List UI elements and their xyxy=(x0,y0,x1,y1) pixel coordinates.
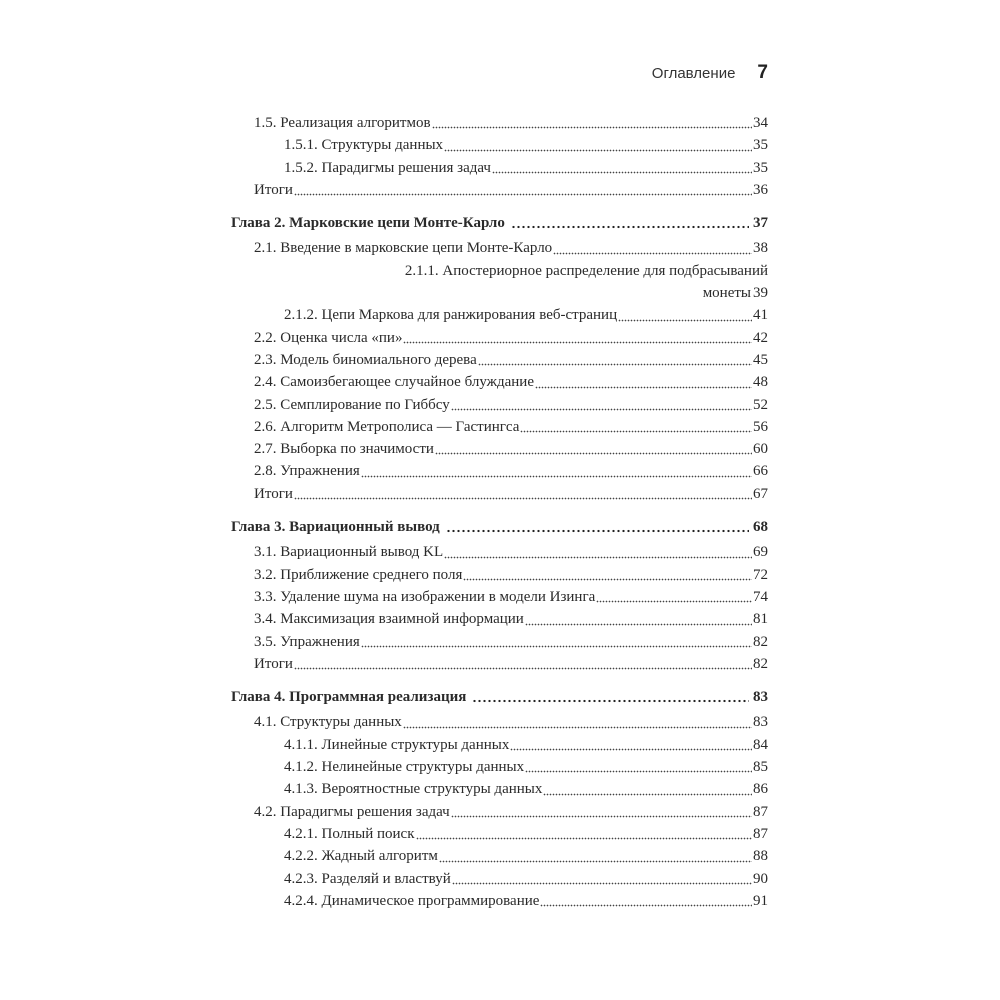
toc-page-number: 85 xyxy=(753,759,768,776)
toc-page-number: 42 xyxy=(753,329,768,346)
toc-entry[interactable] xyxy=(231,157,768,179)
toc-entry[interactable] xyxy=(231,438,768,460)
toc-page-number: 34 xyxy=(753,115,768,131)
toc-chapter[interactable] xyxy=(231,686,768,708)
toc-entry-title: 3.2. Приближение среднего поля xyxy=(254,566,463,583)
dot-leader xyxy=(446,529,749,533)
toc-entry-title: 3.4. Максимизация взаимной информации xyxy=(254,611,524,628)
toc-entry-title: 2.1. Введение в марковские цепи Монте-Карло xyxy=(254,240,553,257)
dot-leader xyxy=(511,225,749,229)
dot-leader xyxy=(525,622,752,626)
toc-entry[interactable] xyxy=(231,586,768,608)
toc-entry-title: 3.1. Вариационный вывод KL xyxy=(254,544,444,561)
toc-entry[interactable] xyxy=(231,112,768,134)
toc-entry-title: 1.5.1. Структуры данных xyxy=(284,137,444,154)
toc-page-number: 86 xyxy=(753,781,768,798)
toc-entry[interactable] xyxy=(231,134,768,156)
running-header-title: Оглавление xyxy=(651,65,736,82)
toc-page-number: 83 xyxy=(753,714,768,731)
toc-entry[interactable] xyxy=(231,416,768,438)
toc-entry[interactable] xyxy=(231,349,768,371)
toc-entry[interactable] xyxy=(231,711,768,733)
dot-leader xyxy=(463,577,752,581)
toc-entry-title: 2.1.1. Апостериорное распределение для подбрасываний xyxy=(404,262,768,279)
dot-leader xyxy=(403,340,752,344)
toc-entry-title: 2.4. Самоизбегающее случайное блуждание xyxy=(254,374,534,391)
toc-entry-title: 2.7. Выборка по значимости xyxy=(254,441,434,458)
dot-leader xyxy=(451,407,752,411)
toc-entry[interactable] xyxy=(231,756,768,778)
dot-leader xyxy=(361,474,752,478)
dot-leader xyxy=(435,451,752,455)
dot-leader xyxy=(294,192,752,196)
toc-entry[interactable] xyxy=(231,801,768,823)
toc-page-number: 35 xyxy=(753,137,768,154)
toc-page-number: 38 xyxy=(753,240,768,257)
toc-page-number: 83 xyxy=(753,689,768,706)
toc-entry-title: Глава 4. Программная реализация xyxy=(231,689,467,706)
toc-entry[interactable] xyxy=(231,608,768,630)
toc-entry[interactable] xyxy=(231,460,768,482)
toc-entry-title: 1.5.2. Парадигмы решения задач xyxy=(284,159,491,176)
toc-page-number: 41 xyxy=(753,307,768,324)
dot-leader xyxy=(444,148,752,152)
toc-entry[interactable] xyxy=(231,327,768,349)
toc-entry-title: 2.5. Семплирование по Гиббсу xyxy=(254,396,450,413)
toc-chapter[interactable] xyxy=(231,212,768,234)
dot-leader xyxy=(416,836,752,840)
toc-page-number: 87 xyxy=(753,803,768,820)
toc-entry-title: 4.2.3. Разделяй и властвуй xyxy=(284,870,451,887)
toc-entry[interactable] xyxy=(231,260,768,305)
dot-leader xyxy=(444,555,752,559)
toc-entry-title: 4.2.2. Жадный алгоритм xyxy=(284,848,438,865)
toc-page-number: 74 xyxy=(753,588,768,605)
toc-entry-title: 2.2. Оценка числа «пи» xyxy=(254,329,403,346)
dot-leader xyxy=(452,881,752,885)
toc-entry[interactable] xyxy=(231,890,768,912)
dot-leader xyxy=(510,747,752,751)
toc-page-number: 56 xyxy=(753,418,768,435)
dot-leader xyxy=(596,599,752,603)
toc-entry-title: Итоги xyxy=(254,181,293,198)
toc-entry-title: 1.5. Реализация алгоритмов xyxy=(254,115,431,131)
toc-page-number: 68 xyxy=(753,519,768,536)
toc-entry-title-continued: монеты xyxy=(702,285,751,302)
dot-leader xyxy=(439,859,752,863)
toc-entry-title: Итоги xyxy=(254,485,293,502)
toc-entry-title: 4.1.1. Линейные структуры данных xyxy=(284,736,510,753)
toc-entry[interactable] xyxy=(231,823,768,845)
toc-page-number: 88 xyxy=(753,848,768,865)
dot-leader xyxy=(525,769,752,773)
dot-leader xyxy=(543,792,752,796)
toc-page-number: 82 xyxy=(753,655,768,672)
toc-page-number: 90 xyxy=(753,870,768,887)
toc-entry-title: 4.1.2. Нелинейные структуры данных xyxy=(284,759,525,776)
toc-entry-title: 3.3. Удаление шума на изображении в модели Изинга xyxy=(254,588,596,605)
toc-entry[interactable] xyxy=(231,778,768,800)
running-header xyxy=(652,62,768,84)
dot-leader xyxy=(618,318,752,322)
toc-entry[interactable] xyxy=(231,564,768,586)
toc-entry[interactable] xyxy=(231,237,768,259)
toc-page-number: 48 xyxy=(753,374,768,391)
toc-page-number: 66 xyxy=(753,463,768,480)
toc-page-number: 72 xyxy=(753,566,768,583)
dot-leader xyxy=(492,170,752,174)
toc-entry-title: 2.6. Алгоритм Метрополиса — Гастингса xyxy=(254,418,520,435)
toc-entry[interactable] xyxy=(231,653,768,675)
toc-page-number: 82 xyxy=(753,633,768,650)
toc-entry[interactable] xyxy=(231,179,768,201)
toc-entry-title: 2.1.2. Цепи Маркова для ранжирования веб-страниц xyxy=(284,307,618,324)
dot-leader xyxy=(361,644,752,648)
toc-entry[interactable] xyxy=(231,541,768,563)
toc-page-number: 35 xyxy=(753,159,768,176)
toc-page-number: 81 xyxy=(753,611,768,628)
toc-entry-title: Итоги xyxy=(254,655,293,672)
toc-page-number: 84 xyxy=(753,736,768,753)
toc-entry[interactable] xyxy=(231,845,768,867)
toc-page-number: 60 xyxy=(753,441,768,458)
table-of-contents xyxy=(231,112,768,912)
toc-page-number: 37 xyxy=(753,215,768,232)
dot-leader xyxy=(472,699,749,703)
page-number: 7 xyxy=(757,62,768,83)
toc-entry-title: 4.1. Структуры данных xyxy=(254,714,402,731)
dot-leader xyxy=(451,814,752,818)
toc-entry-title: 4.2.1. Полный поиск xyxy=(284,825,415,842)
toc-entry-title: 2.3. Модель биномиального дерева xyxy=(254,351,477,368)
toc-entry-title: 3.5. Упражнения xyxy=(254,633,360,650)
dot-leader xyxy=(294,666,752,670)
dot-leader xyxy=(535,385,752,389)
dot-leader xyxy=(540,903,752,907)
toc-page-number: 87 xyxy=(753,825,768,842)
dot-leader xyxy=(553,251,752,255)
toc-entry[interactable] xyxy=(231,631,768,653)
toc-entry[interactable] xyxy=(231,304,768,326)
dot-leader xyxy=(432,125,752,129)
dot-leader xyxy=(294,496,752,500)
toc-page-number: 67 xyxy=(753,485,768,502)
dot-leader xyxy=(403,725,752,729)
toc-page-number: 36 xyxy=(753,181,768,198)
dot-leader xyxy=(478,362,752,366)
toc-page-number: 69 xyxy=(753,544,768,561)
toc-entry[interactable] xyxy=(231,868,768,890)
toc-entry-title: 4.1.3. Вероятностные структуры данных xyxy=(284,781,543,798)
toc-entry[interactable] xyxy=(231,371,768,393)
toc-page-number: 52 xyxy=(753,396,768,413)
toc-entry-title: 4.2.4. Динамическое программирование xyxy=(284,892,540,909)
toc-entry[interactable] xyxy=(231,734,768,756)
toc-page-number: 39 xyxy=(753,285,768,302)
dot-leader xyxy=(520,429,752,433)
toc-entry-title: 4.2. Парадигмы решения задач xyxy=(254,803,450,820)
toc-entry-title: Глава 2. Марковские цепи Монте-Карло xyxy=(231,215,505,232)
toc-entry-title: 2.8. Упражнения xyxy=(254,463,360,480)
toc-page-number: 91 xyxy=(753,892,768,909)
toc-entry[interactable] xyxy=(231,394,768,416)
toc-page-number: 45 xyxy=(753,351,768,368)
toc-entry-title: Глава 3. Вариационный вывод xyxy=(231,519,440,536)
toc-chapter[interactable] xyxy=(231,516,768,538)
toc-entry[interactable] xyxy=(231,483,768,505)
